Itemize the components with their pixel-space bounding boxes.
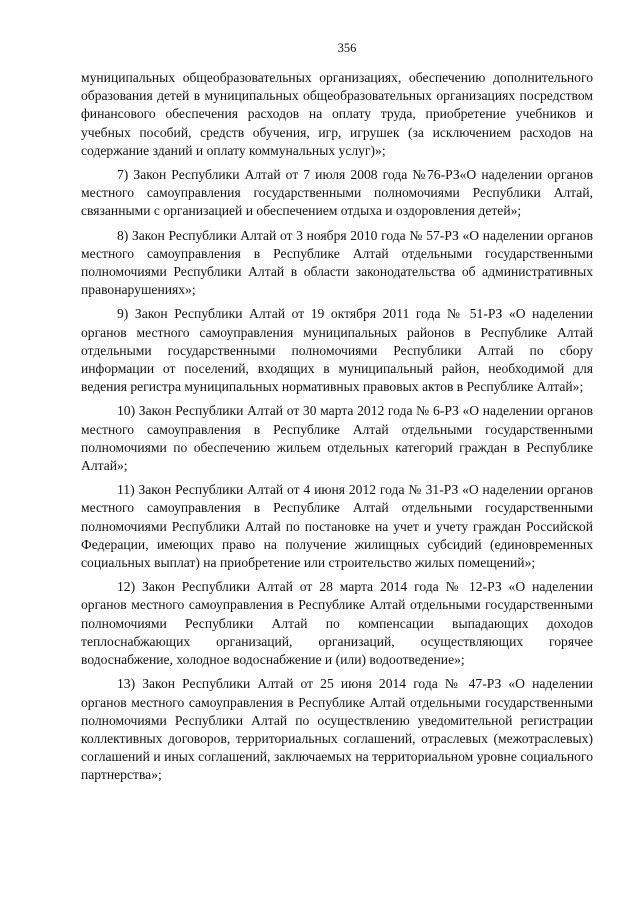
page-number: 356 (337, 41, 357, 55)
paragraph-continuation: муниципальных общеобразовательных организациях, обеспечению дополнительного образования детей в муниципальных общеобразовательных организациях посредством финансового обеспечения расходов на оплату труда, приобретение учебников и учебных пособий, средств обучения, игр, игрушек (за исключением расходов на содержание зданий и оплату коммунальных услуг)»; (81, 70, 593, 158)
paragraph-item-9: 9) Закон Республики Алтай от 19 октября 2011 года № 51-РЗ «О наделении органов местного самоуправления муниципальных районов в Республике Алтай отдельными государственными полномочиями Республики Алтай по сбору информации от поселений, входящих в муниципальный район, необходимой для ведения регистра муниципальных нормативных правовых актов в Республике Алтай»; (81, 306, 593, 395)
paragraph-item-12: 12) Закон Республики Алтай от 28 марта 2014 года № 12-РЗ «О наделении органов местного самоуправления в Республике Алтай отдельными государственными полномочиями Республики Алтай по компенсации выпадающих доходов теплоснабжающих организаций, организаций, осуществляющих горячее водоснабжение, холодное водоснабжение и (или) водоотведение»; (81, 579, 593, 668)
paragraph-item-7: 7) Закон Республики Алтай от 7 июля 2008 года №76-РЗ«О наделении органов местного самоуправления государственными полномочиями Республики Алтай, связанными с организацией и обеспечением отдыха и оздоровления детей»; (81, 167, 593, 219)
paragraph-item-11: 11) Закон Республики Алтай от 4 июня 2012 года № 31-РЗ «О наделении органов местного самоуправления в Республике Алтай отдельными государственными полномочиями Республики Алтай по постановке на учет и учету граждан Российской Федерации, имеющих право на получение жилищных субсидий (единовременных социальных выплат) на приобретение или строительство жилых помещений»; (81, 482, 593, 571)
paragraph-item-8: 8) Закон Республики Алтай от 3 ноября 2010 года № 57-РЗ «О наделении органов местного самоуправления в Республике Алтай отдельными государственными полномочиями Республики Алтай в области законодательства об административных правонарушениях»; (81, 227, 593, 298)
paragraph-item-13: 13) Закон Республики Алтай от 25 июня 2014 года № 47-РЗ «О наделении органов местного самоуправления в Республике Алтай отдельными государственными полномочиями Республики Алтай по осуществлению уведомительной регистрации коллективных договоров, территориальных соглашений, отраслевых (межотраслевых) соглашений и иных соглашений, заключаемых на территориальном уровне социального партнерства»; (81, 676, 593, 783)
paragraph-item-10: 10) Закон Республики Алтай от 30 марта 2012 года № 6-РЗ «О наделении органов местного самоуправления в Республике Алтай отдельными государственными полномочиями по обеспечению жильем отдельных категорий граждан в Республике Алтай»; (81, 403, 593, 474)
